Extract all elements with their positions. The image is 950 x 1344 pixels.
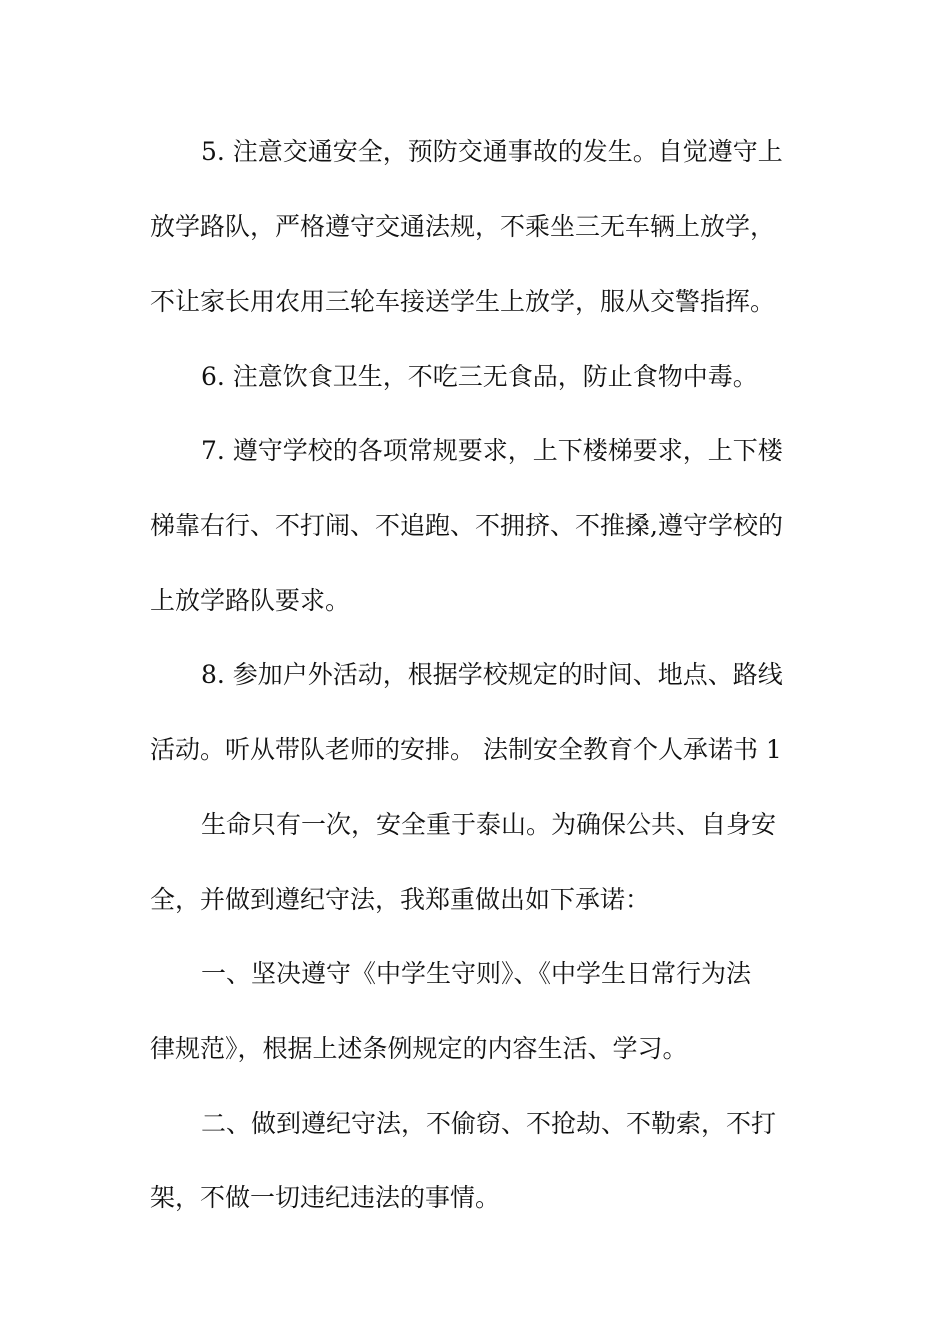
- text-line: 一、坚决遵守《中学生守则》、《中学生日常行为法: [201, 959, 752, 988]
- text-line: 二、做到遵纪守法，不偷窃、不抢劫、不勒索，不打: [201, 1109, 777, 1138]
- text-line: 7. 遵守学校的各项常规要求，上下楼梯要求，上下楼: [201, 436, 783, 465]
- text-line: 架，不做一切违纪违法的事情。: [150, 1183, 501, 1212]
- text-line: 律规范》，根据上述条例规定的内容生活、学习。: [150, 1034, 688, 1063]
- text-line: 全，并做到遵纪守法，我郑重做出如下承诺：: [150, 885, 651, 914]
- text-line: 5. 注意交通安全，预防交通事故的发生。自觉遵守上: [201, 137, 783, 166]
- text-line: 生命只有一次，安全重于泰山。为确保公共、自身安: [201, 810, 777, 839]
- text-line: 上放学路队要求。: [150, 586, 351, 615]
- text-line: 梯靠右行、不打闹、不追跑、不拥挤、不推搡,遵守学校的: [150, 511, 783, 540]
- text-line: 8. 参加户外活动，根据学校规定的时间、地点、路线: [201, 660, 783, 689]
- text-line: 活动。听从带队老师的安排。 法制安全教育个人承诺书 1: [150, 735, 782, 764]
- text-line: 6. 注意饮食卫生，不吃三无食品，防止食物中毒。: [201, 362, 758, 391]
- text-line: 不让家长用农用三轮车接送学生上放学，服从交警指挥。: [150, 287, 776, 316]
- text-line: 放学路队，严格遵守交通法规，不乘坐三无车辆上放学，: [150, 212, 776, 241]
